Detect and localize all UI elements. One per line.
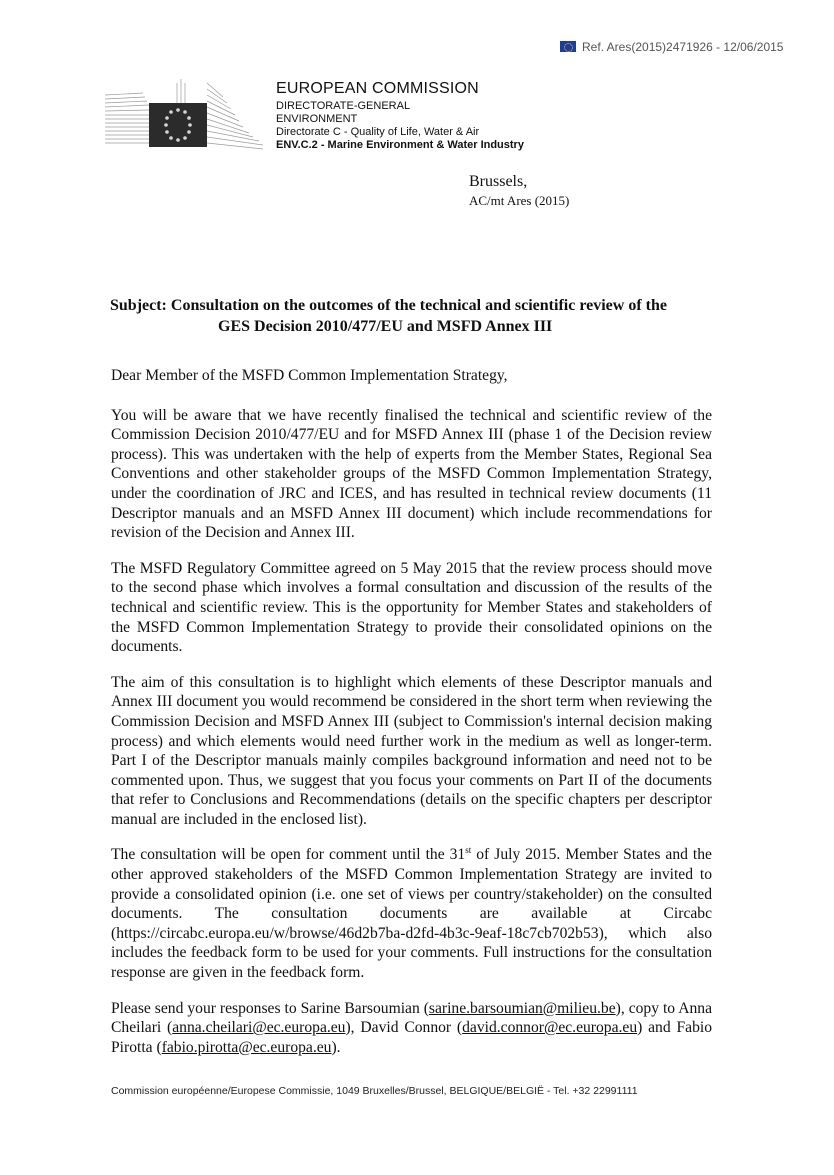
paragraph-5-text: Please send your responses to Sarine Barsoumian (	[111, 999, 429, 1017]
email-link-sarine[interactable]: sarine.barsoumian@milieu.be	[428, 999, 616, 1017]
subject-heading	[110, 295, 712, 337]
paragraph-4-rest: of July 2015. Member States and the other approved stakeholders of the MSFD Common Implementation Strategy are invited to provide a consolidated opinion (i.e. one set of views per country/stakeholder) on the consulted documents. The consultation documents are available at Circabc (https://circabc.europa.eu/w/browse/46d2b7ba-d2fd-4b3c-9eaf-18c7cb702b53), which also includes the feedback form to be used for your comments. Full instructions for the consultation response are given in the feedback form.	[111, 846, 712, 982]
paragraph-5-text: ), David Connor (	[345, 1019, 463, 1037]
reference-number	[560, 40, 783, 54]
paragraph-3: The aim of this consultation is to highlight which elements of these Descriptor manuals and Annex III document you would recommend be considered in the short term when reviewing the Commission Decision and MSFD Annex III (subject to Commission's internal decision making process) and which elements would need further work in the medium as well as longer-term. Part I of the Descriptor manuals mainly compiles background information and need not to be commented upon. Thus, we suggest that you focus your comments on Part II of the documents that refer to Conclusions and Recommendations (details on the specific chapters per descriptor manual are included in the enclosed list).	[111, 673, 712, 828]
directorate-general-name: ENVIRONMENT	[276, 113, 358, 125]
paragraph-5-text: ).	[331, 1038, 341, 1056]
european-commission-logo-icon	[103, 75, 265, 153]
letterhead	[276, 80, 524, 152]
subject-line-2: GES Decision 2010/477/EU and MSFD Annex III	[218, 318, 553, 335]
ordinal-suffix: st	[465, 845, 472, 856]
paragraph-1: You will be aware that we have recently finalised the technical and scientific review of the Commission Decision 2010/477/EU and for MSFD Annex III (phase 1 of the Decision review process). This was undertaken with the help of experts from the Member States, Regional Sea Conventions and other stakeholder groups of the MSFD Common Implementation Strategy, under the coordination of JRC and ICES, and has resulted in technical review documents (11 Descriptor manuals and an MSFD Annex III document) which include recommendations for revision of the Decision and Annex III.	[111, 406, 712, 542]
email-link-anna[interactable]: anna.cheilari@ec.europa.eu	[172, 1019, 346, 1037]
directorate-general-line: DIRECTORATE-GENERAL	[276, 100, 411, 112]
paragraph-5-text: ) and Fabio Pirotta (	[111, 1019, 712, 1056]
reference-text: Ref. Ares(2015)2471926 - 12/06/2015	[582, 40, 784, 54]
paragraph-5	[111, 999, 712, 1058]
paragraph-5-text: ), copy to Anna Cheilari (	[111, 999, 712, 1037]
directorate-name: Directorate C - Quality of Life, Water & Air	[276, 126, 480, 138]
letter-body	[111, 366, 712, 1073]
salutation: Dear Member of the MSFD Common Implementation Strategy,	[111, 367, 508, 384]
page-footer: Commission européenne/Europese Commissie, 1049 Bruxelles/Brussel, BELGIQUE/BELGIË - Tel. +32 22991111	[111, 1085, 638, 1097]
paragraph-4	[111, 845, 712, 982]
email-link-david[interactable]: david.connor@ec.europa.eu	[462, 1019, 638, 1037]
organisation-name: EUROPEAN COMMISSION	[276, 80, 479, 97]
letter-place: Brussels,	[469, 173, 528, 190]
email-link-fabio[interactable]: fabio.pirotta@ec.europa.eu	[161, 1038, 332, 1056]
paragraph-4-start: The consultation will be open for comment until the 31	[111, 846, 466, 864]
unit-name: ENV.C.2 - Marine Environment & Water Industry	[276, 139, 524, 151]
eu-flag-icon	[560, 41, 576, 52]
letter-reference: AC/mt Ares (2015)	[469, 193, 570, 208]
subject-line-1: Subject: Consultation on the outcomes of the technical and scientific review of the	[110, 297, 667, 314]
paragraph-2: The MSFD Regulatory Committee agreed on 5 May 2015 that the review process should move to the second phase which involves a formal consultation and discussion of the results of the technical and scientific review. This is the opportunity for Member States and stakeholders of the MSFD Common Implementation Strategy to provide their consolidated opinions on the documents.	[111, 559, 712, 656]
